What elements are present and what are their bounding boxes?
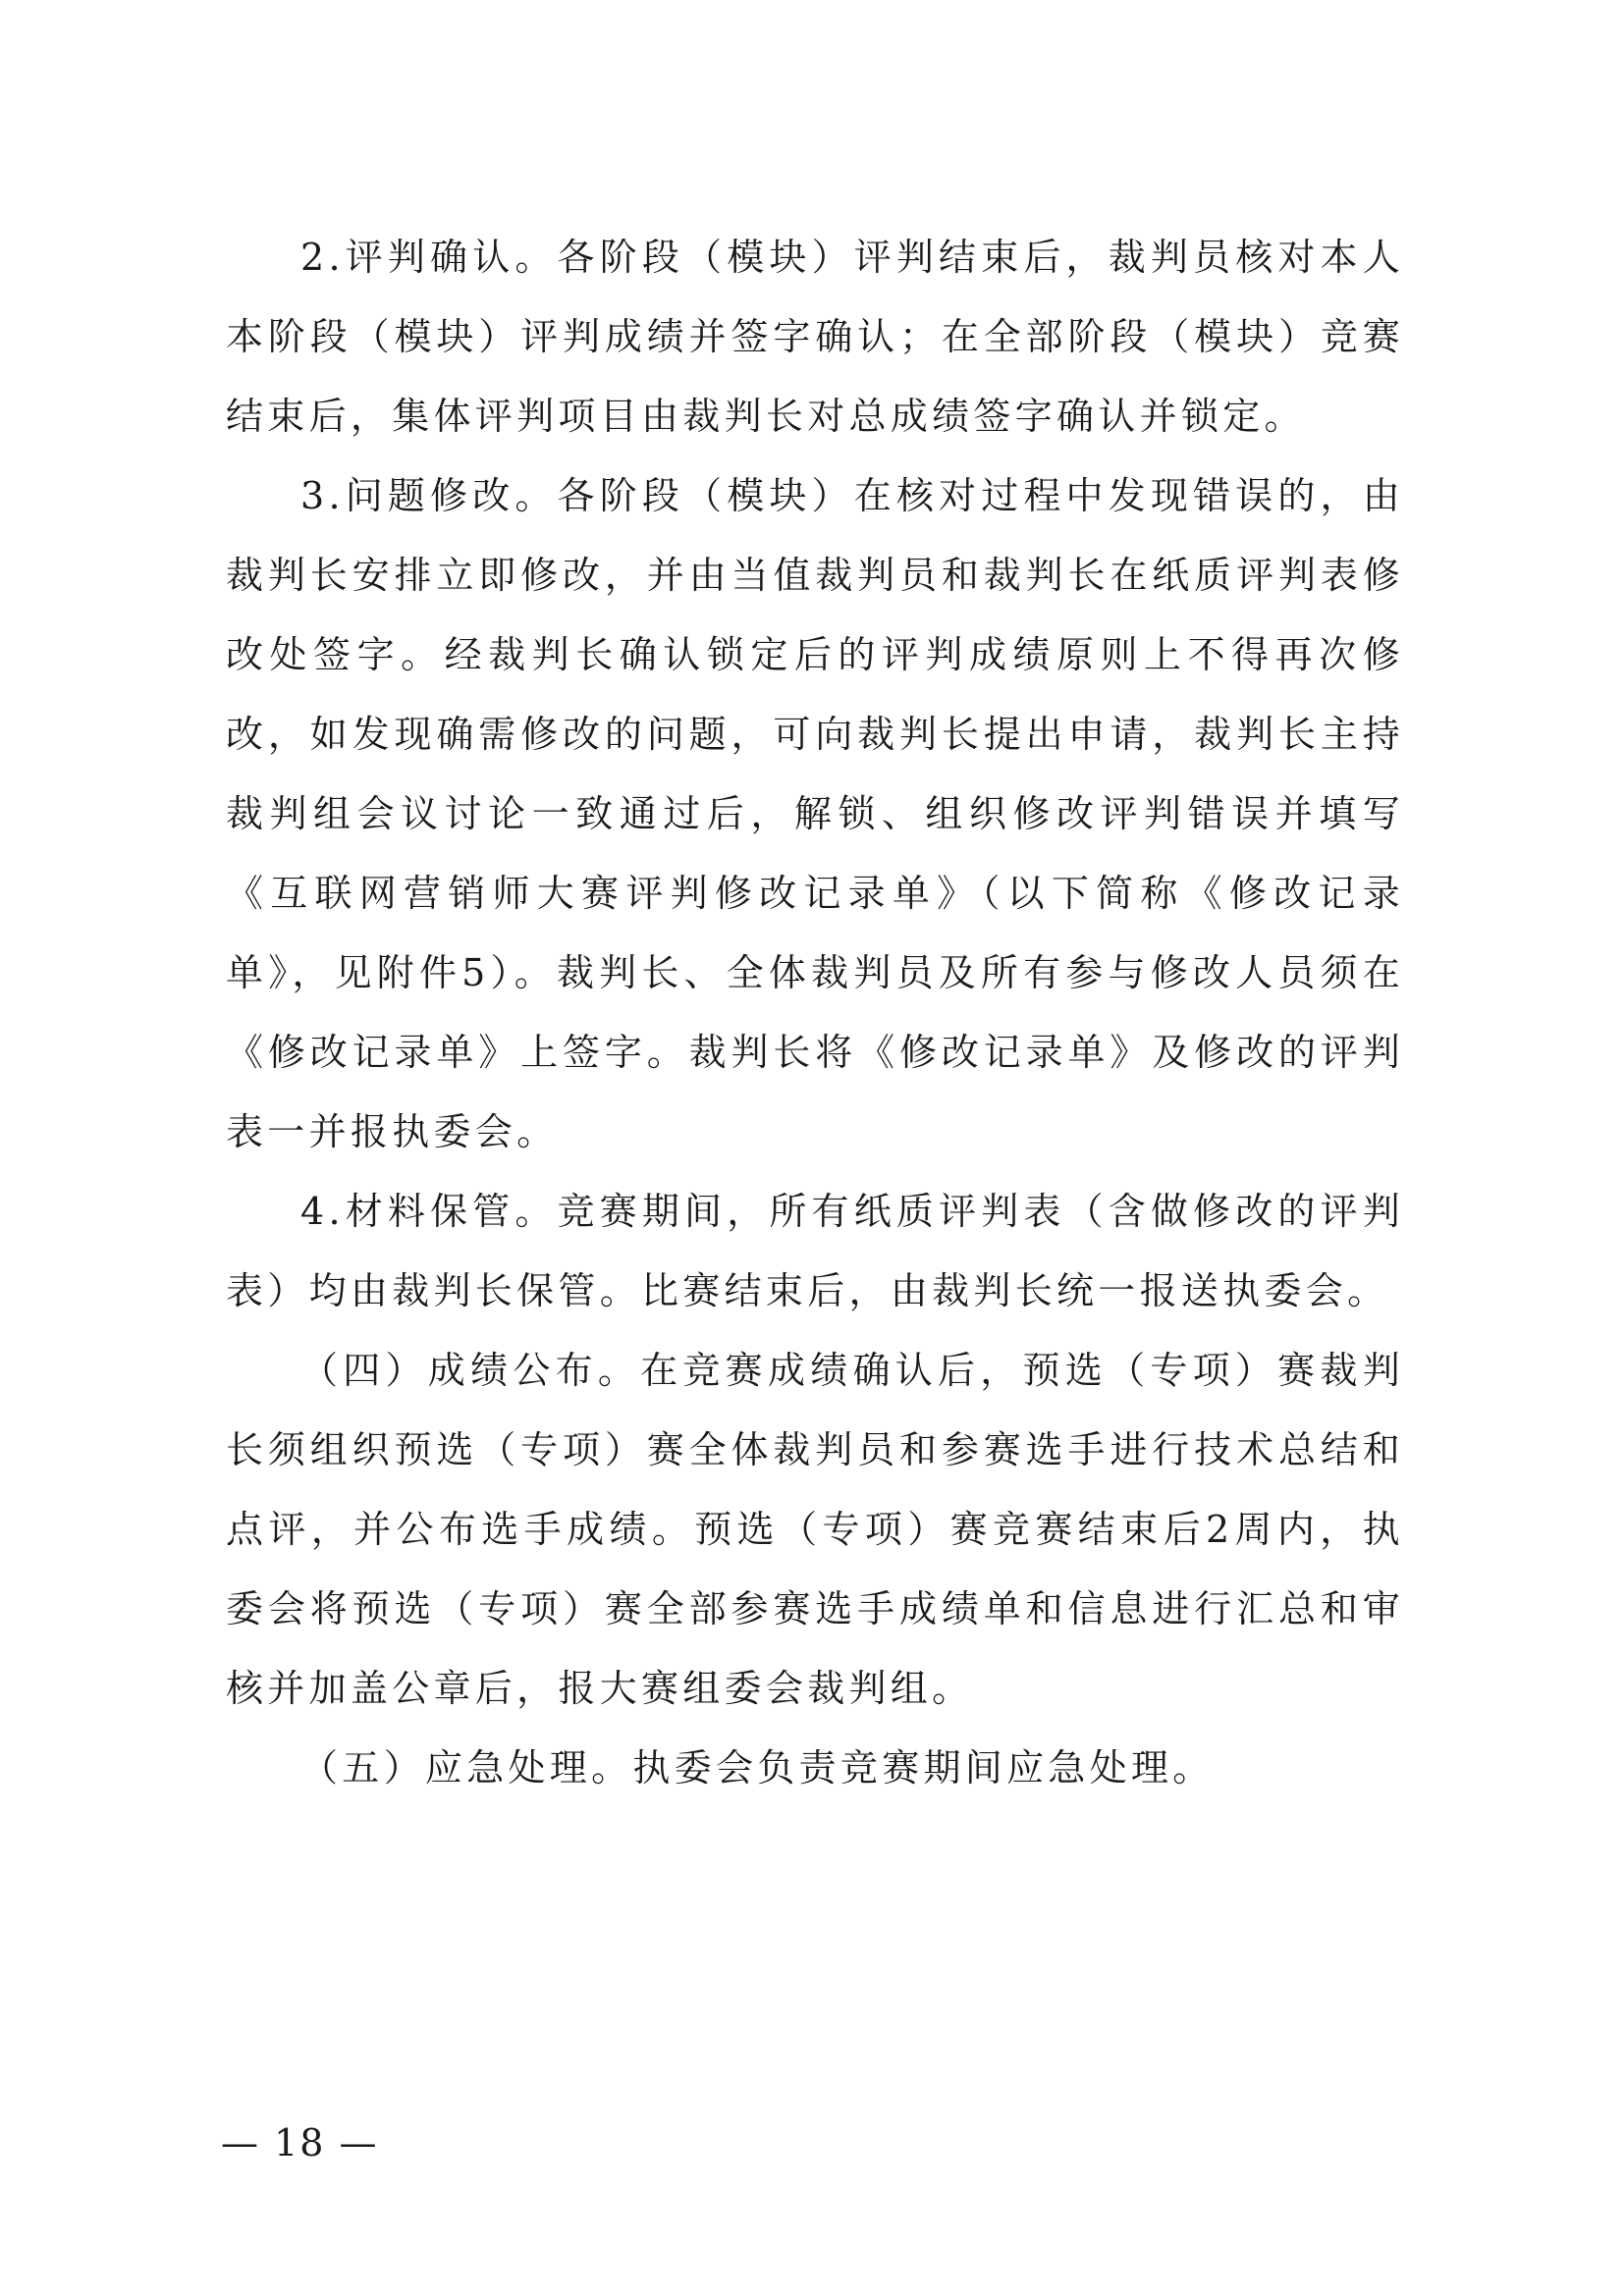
page-number: — 18 — [221, 2121, 379, 2164]
paragraph-issue-correction: 3.问题修改。各阶段（模块）在核对过程中发现错误的，由裁判长安排立即修改，并由当值裁判员和裁判长在纸质评判表修改处签字。经裁判长确认锁定后的评判成绩原则上不得再次修改，如发现确需修改的问题，可向裁判长提出申请，裁判长主持裁判组会议讨论一致通过后，解锁、组织修改评判错误并填写《互联网营销师大赛评判修改记录单》（以下简称《修改记录单》，见附件5）。裁判长、全体裁判员及所有参与修改人员须在《修改记录单》上签字。裁判长将《修改记录单》及修改的评判表一并报执委会。 [226, 474, 1404, 1153]
paragraph-emergency-handling: （五）应急处理。执委会负责竞赛期间应急处理。 [300, 1746, 1215, 1789]
paragraph-material-custody: 4.材料保管。竞赛期间，所有纸质评判表（含做修改的评判表）均由裁判长保管。比赛结束后，由裁判长统一报送执委会。 [226, 1190, 1404, 1312]
paragraph-score-publication: （四）成绩公布。在竞赛成绩确认后，预选（专项）赛裁判长须组织预选（专项）赛全体裁判员和参赛选手进行技术总结和点评，并公布选手成绩。预选（专项）赛竞赛结束后2周内，执委会将预选（专项）赛全部参赛选手成绩单和信息进行汇总和审核并加盖公章后，报大赛组委会裁判组。 [226, 1349, 1404, 1710]
paragraph-score-confirmation: 2.评判确认。各阶段（模块）评判结束后，裁判员核对本人本阶段（模块）评判成绩并签字确认；在全部阶段（模块）竞赛结束后，集体评判项目由裁判长对总成绩签字确认并锁定。 [226, 236, 1404, 438]
document-body [226, 218, 1404, 1808]
